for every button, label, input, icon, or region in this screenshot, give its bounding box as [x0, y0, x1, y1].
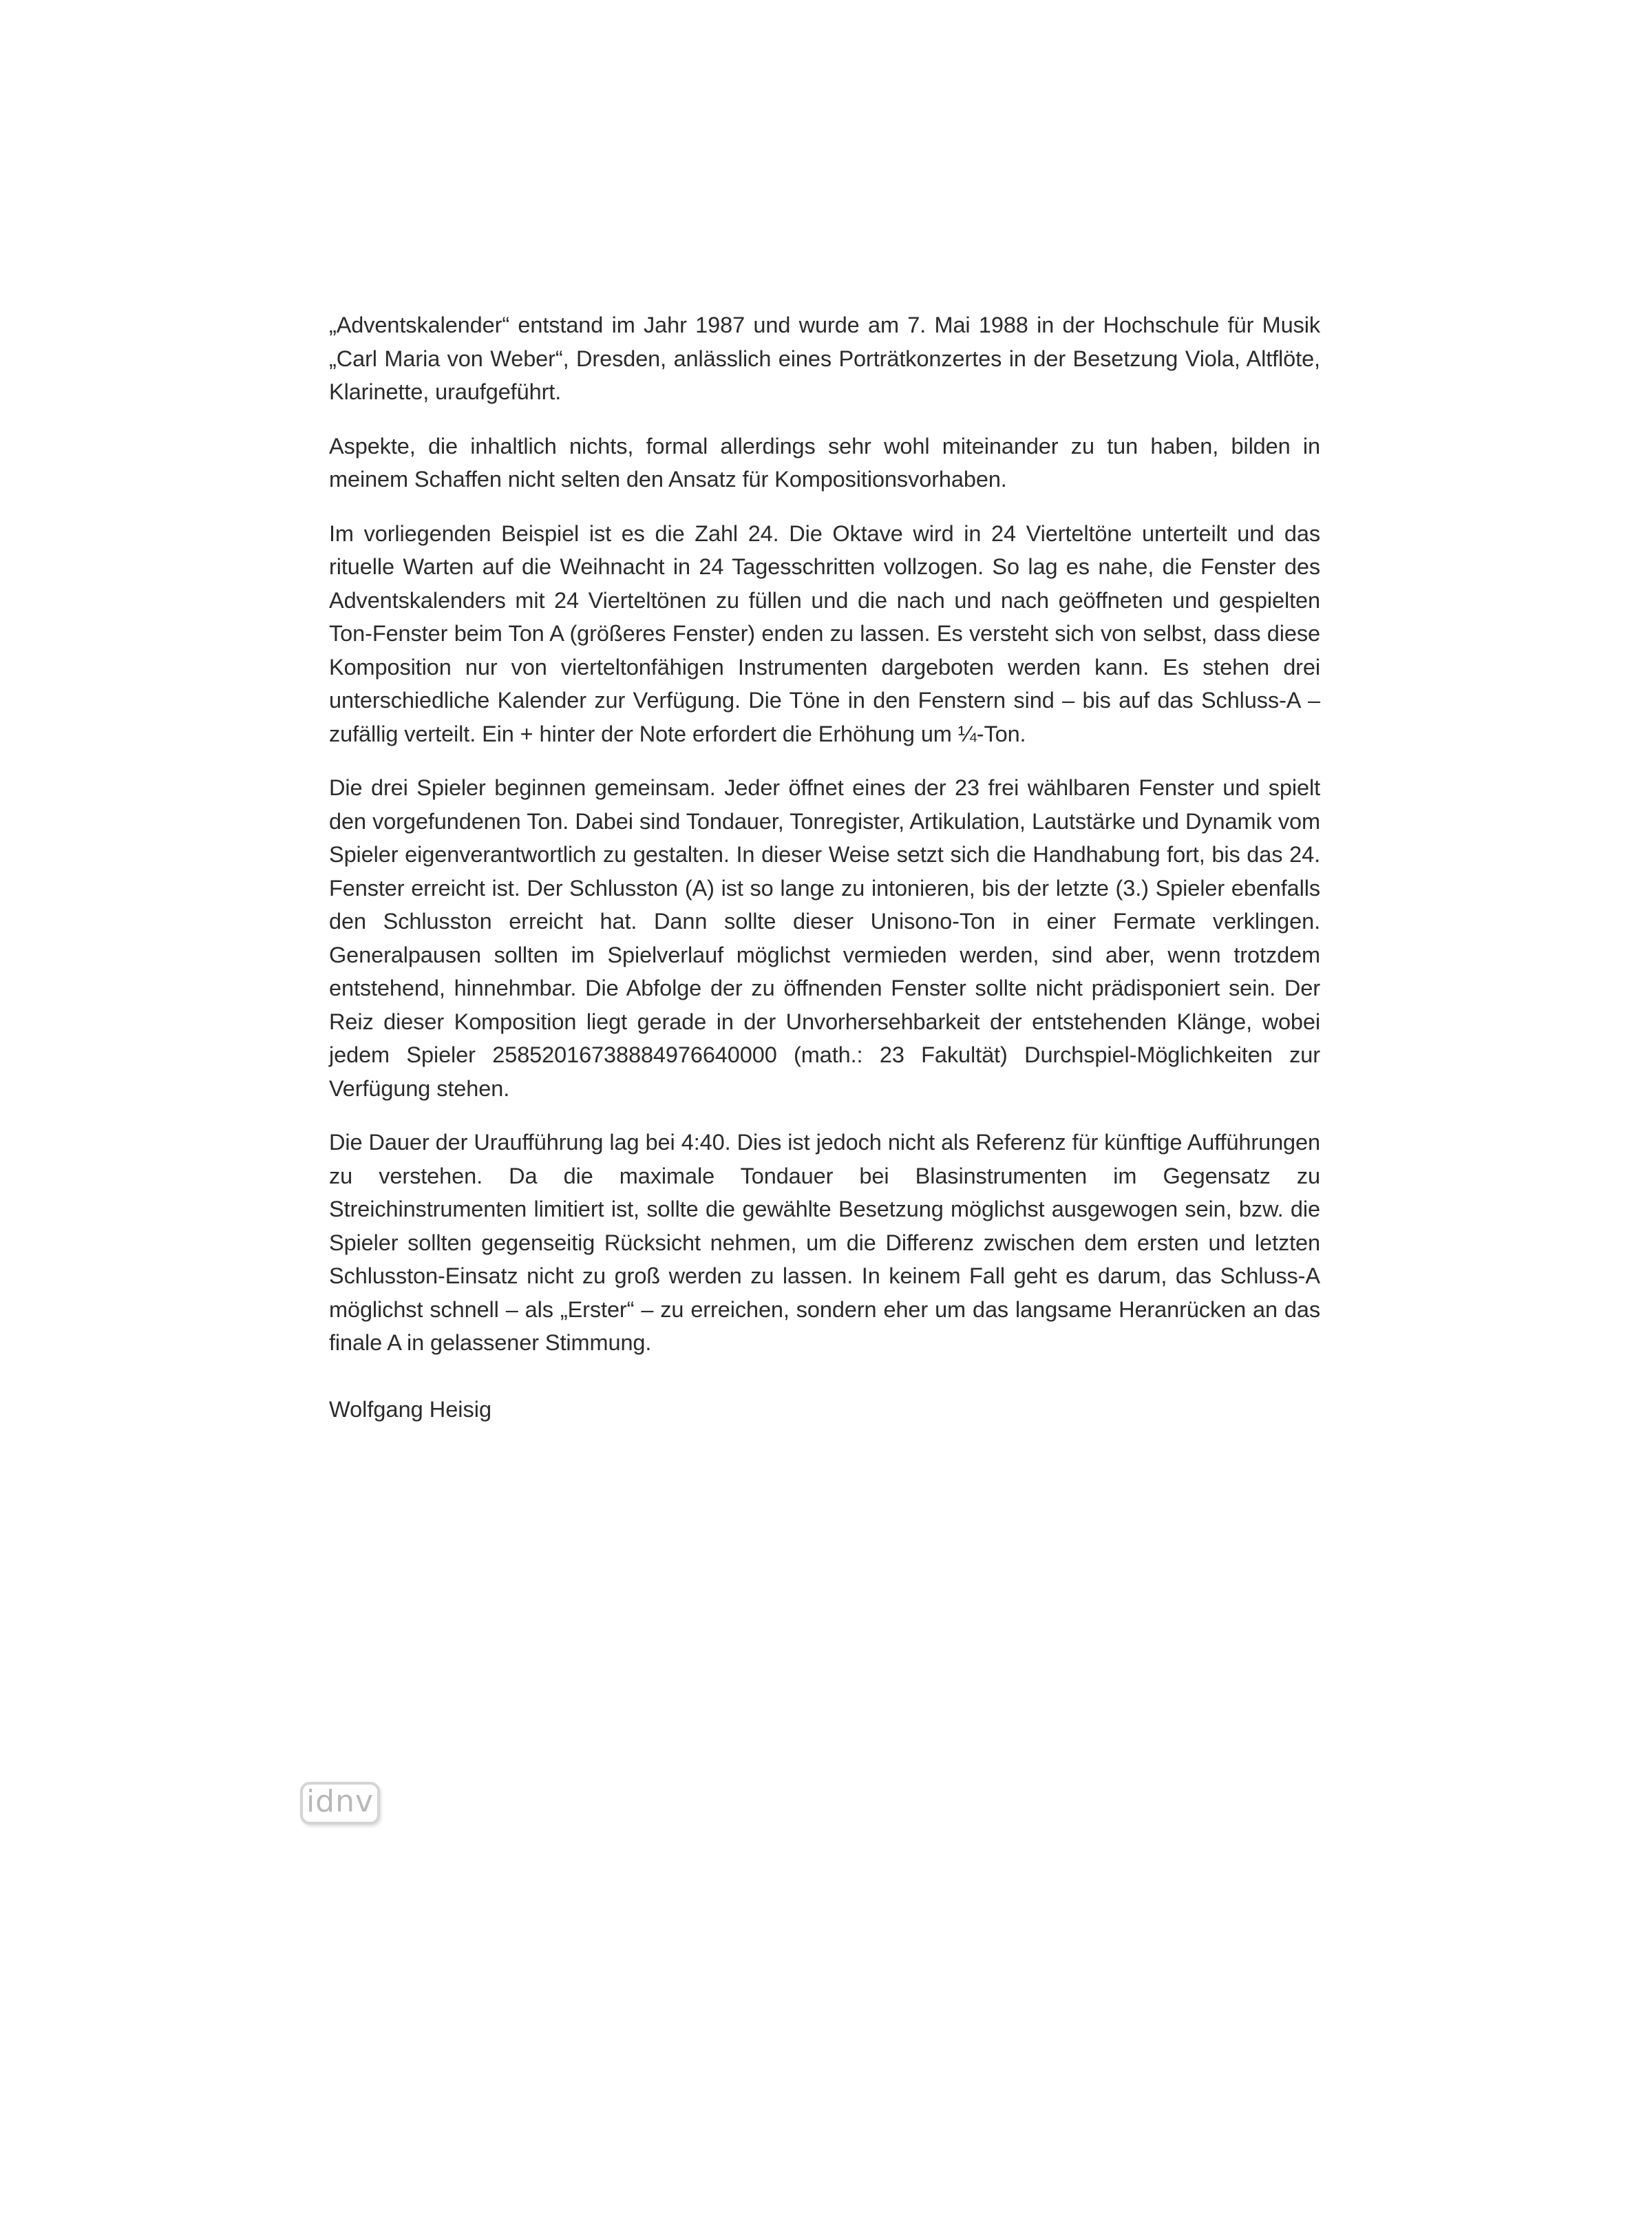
body-text: [329, 308, 1320, 1426]
publisher-logo: [300, 1782, 380, 1825]
paragraph-number-24: Im vorliegenden Beispiel ist es die Zahl 24. Die Oktave wird in 24 Vierteltöne unterteilt und das rituelle Warten auf die Weihnacht in 24 Tagesschritten vollzogen. So lag es nahe, die Fenster des Adventskalenders mit 24 Vierteltönen zu füllen und die nach und nach geöffneten und gespielten Ton-Fenster beim Ton A (größeres Fenster) enden zu lassen. Es versteht sich von selbst, dass diese Komposition nur von vierteltonfähigen Instrumenten dargeboten werden kann. Es stehen drei unterschiedliche Kalender zur Verfügung. Die Töne in den Fenstern sind – bis auf das Schluss-A – zufällig verteilt. Ein + hinter der Note erfordert die Erhöhung um ¼-Ton.: [329, 521, 1320, 746]
paragraph-duration: Die Dauer der Uraufführung lag bei 4:40. Dies ist jedoch nicht als Referenz für künftige Aufführungen zu verstehen. Da die maximale Tondauer bei Blasinstrumenten im Gegensatz zu Streichinstrumenten limitiert ist, sollte die gewählte Besetzung möglichst ausgewogen sein, bzw. die Spieler sollten gegenseitig Rücksicht nehmen, um die Differenz zwischen dem ersten und letzten Schlusston-Einsatz nicht zu groß werden zu lassen. In keinem Fall geht es darum, das Schluss-A möglichst schnell – als „Erster“ – zu erreichen, sondern eher um das langsame Heranrücken an das finale A in gelassener Stimmung.: [329, 1130, 1320, 1355]
publisher-logo-text: idnv: [306, 1784, 374, 1819]
author-signature: Wolfgang Heisig: [329, 1396, 492, 1422]
paragraph-performance-rules: Die drei Spieler beginnen gemeinsam. Jeder öffnet eines der 23 frei wählbaren Fenster und spielt den vorgefundenen Ton. Dabei sind Tondauer, Tonregister, Artikulation, Lautstärke und Dynamik vom Spieler eigenverantwortlich zu gestalten. In dieser Weise setzt sich die Handhabung fort, bis das 24. Fenster erreicht ist. Der Schlusston (A) ist so lange zu intonieren, bis der letzte (3.) Spieler ebenfalls den Schlusston erreicht hat. Dann sollte dieser Unisono-Ton in einer Fermate verklingen. Generalpausen sollten im Spielverlauf möglichst vermieden werden, sind aber, wenn trotzdem entstehend, hinnehmbar. Die Abfolge der zu öffnenden Fenster sollte nicht prädisponiert sein. Der Reiz dieser Komposition liegt gerade in der Unvorhersehbarkeit der entstehenden Klänge, wobei jedem Spieler 25852016738884976640000 (math.: 23 Fakultät) Durchspiel-Möglichkeiten zur Verfügung stehen.: [329, 775, 1320, 1101]
paragraph-intro: „Adventskalender“ entstand im Jahr 1987 und wurde am 7. Mai 1988 in der Hochschule für Musik „Carl Maria von Weber“, Dresden, anlässlich eines Porträtkonzertes in der Besetzung Viola, Altflöte, Klarinette, uraufgeführt.: [329, 313, 1320, 404]
paragraph-aspects: Aspekte, die inhaltlich nichts, formal allerdings sehr wohl miteinander zu tun haben, bilden in meinem Schaffen nicht selten den Ansatz für Kompositionsvorhaben.: [329, 433, 1320, 492]
